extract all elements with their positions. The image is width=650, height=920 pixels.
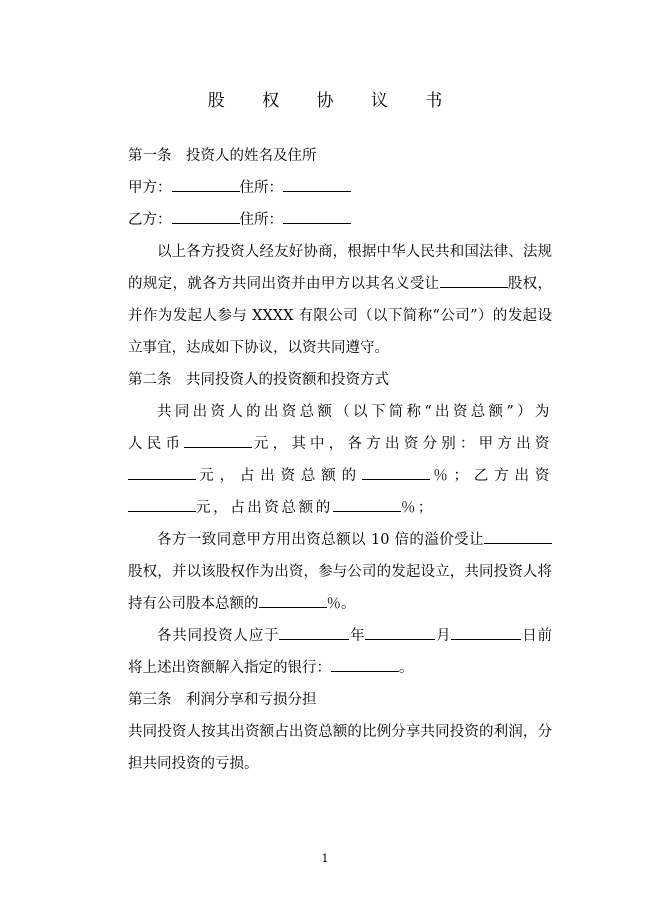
intro-text-1: 以上各方投资人经友好协商，根据中华人民共和国法律、法规的规定，就各方共同出资并由甲方以其名义受让 xyxy=(128,244,552,292)
party-b-address-blank xyxy=(283,209,351,224)
party-a-address-blank xyxy=(283,177,351,192)
article-2-title: 共同投资人的投资额和投资方式 xyxy=(186,372,389,388)
party-b-amount-blank xyxy=(128,497,196,512)
premium-text-a: 各方一致同意甲方用出资总额以 10 倍的溢价受让 xyxy=(157,532,484,548)
total-amount-blank xyxy=(184,433,252,448)
party-a-percent-blank xyxy=(362,465,430,480)
party-a-amount-blank xyxy=(128,465,196,480)
deposit-paragraph xyxy=(128,620,552,684)
contribution-text-b: 元，其中，各方出资分别：甲方出资 xyxy=(252,436,552,452)
premium-text-b: 股权，并以该股权作为出资，参与公司的发起设立，共同投资人将持有公司股本总额的 xyxy=(128,564,552,612)
party-a-address-label: 住所： xyxy=(239,180,283,196)
premium-equity-blank xyxy=(484,529,552,544)
contribution-text-a: 共同出资人的出资总额（以下简称“出资总额”）为人民币 xyxy=(128,404,552,452)
bank-blank xyxy=(331,657,399,672)
intro-text-2: 股权，并作为发起人参与 XXXX 有限公司（以下简称“公司”）的发起设立事宜，达成如下协议，以资共同遵守。 xyxy=(128,276,552,356)
article-1-number: 第一条 xyxy=(128,148,172,164)
document-body xyxy=(128,140,552,780)
equity-blank xyxy=(440,273,508,288)
deposit-month-label: 月 xyxy=(435,628,452,644)
party-a-label: 甲方： xyxy=(128,180,172,196)
party-b-line xyxy=(128,204,552,236)
party-b-name-blank xyxy=(172,209,240,224)
contribution-paragraph xyxy=(128,396,552,524)
article-2-heading xyxy=(128,364,552,396)
contribution-text-e: 元，占出资总额的 xyxy=(196,500,333,516)
premium-text-c: ％。 xyxy=(326,596,356,612)
premium-paragraph xyxy=(128,524,552,620)
page-number: 1 xyxy=(321,852,329,865)
deposit-end: 。 xyxy=(399,660,414,676)
article-3-title: 利润分享和亏损分担 xyxy=(186,692,317,708)
party-a-name-blank xyxy=(172,177,240,192)
party-a-line xyxy=(128,172,552,204)
intro-paragraph xyxy=(128,236,552,364)
article-3-number: 第三条 xyxy=(128,692,172,708)
article-2-number: 第二条 xyxy=(128,372,172,388)
party-b-address-label: 住所： xyxy=(239,212,283,228)
article-3-heading xyxy=(128,684,552,716)
deposit-text-a: 各共同投资人应于 xyxy=(157,628,280,644)
article-1-title: 投资人的姓名及住所 xyxy=(186,148,317,164)
month-blank xyxy=(365,625,435,640)
contribution-text-c: 元，占出资总额的 xyxy=(196,468,362,484)
contribution-text-f: ％； xyxy=(400,500,436,516)
party-b-label: 乙方： xyxy=(128,212,172,228)
contribution-text-d: ％；乙方出资 xyxy=(429,468,552,484)
profit-paragraph: 共同投资人按其出资额占出资总额的比例分享共同投资的利润，分担共同投资的亏损。 xyxy=(128,724,552,772)
day-blank xyxy=(451,625,521,640)
document-title: 股 权 协 议 书 xyxy=(207,91,459,111)
year-blank xyxy=(279,625,349,640)
article-1-heading xyxy=(128,140,552,172)
deposit-year-label: 年 xyxy=(349,628,366,644)
party-b-percent-blank xyxy=(333,497,401,512)
deposit-day-text: 日前将上述出资额解入指定的银行： xyxy=(128,628,553,676)
share-percent-blank xyxy=(259,593,327,608)
